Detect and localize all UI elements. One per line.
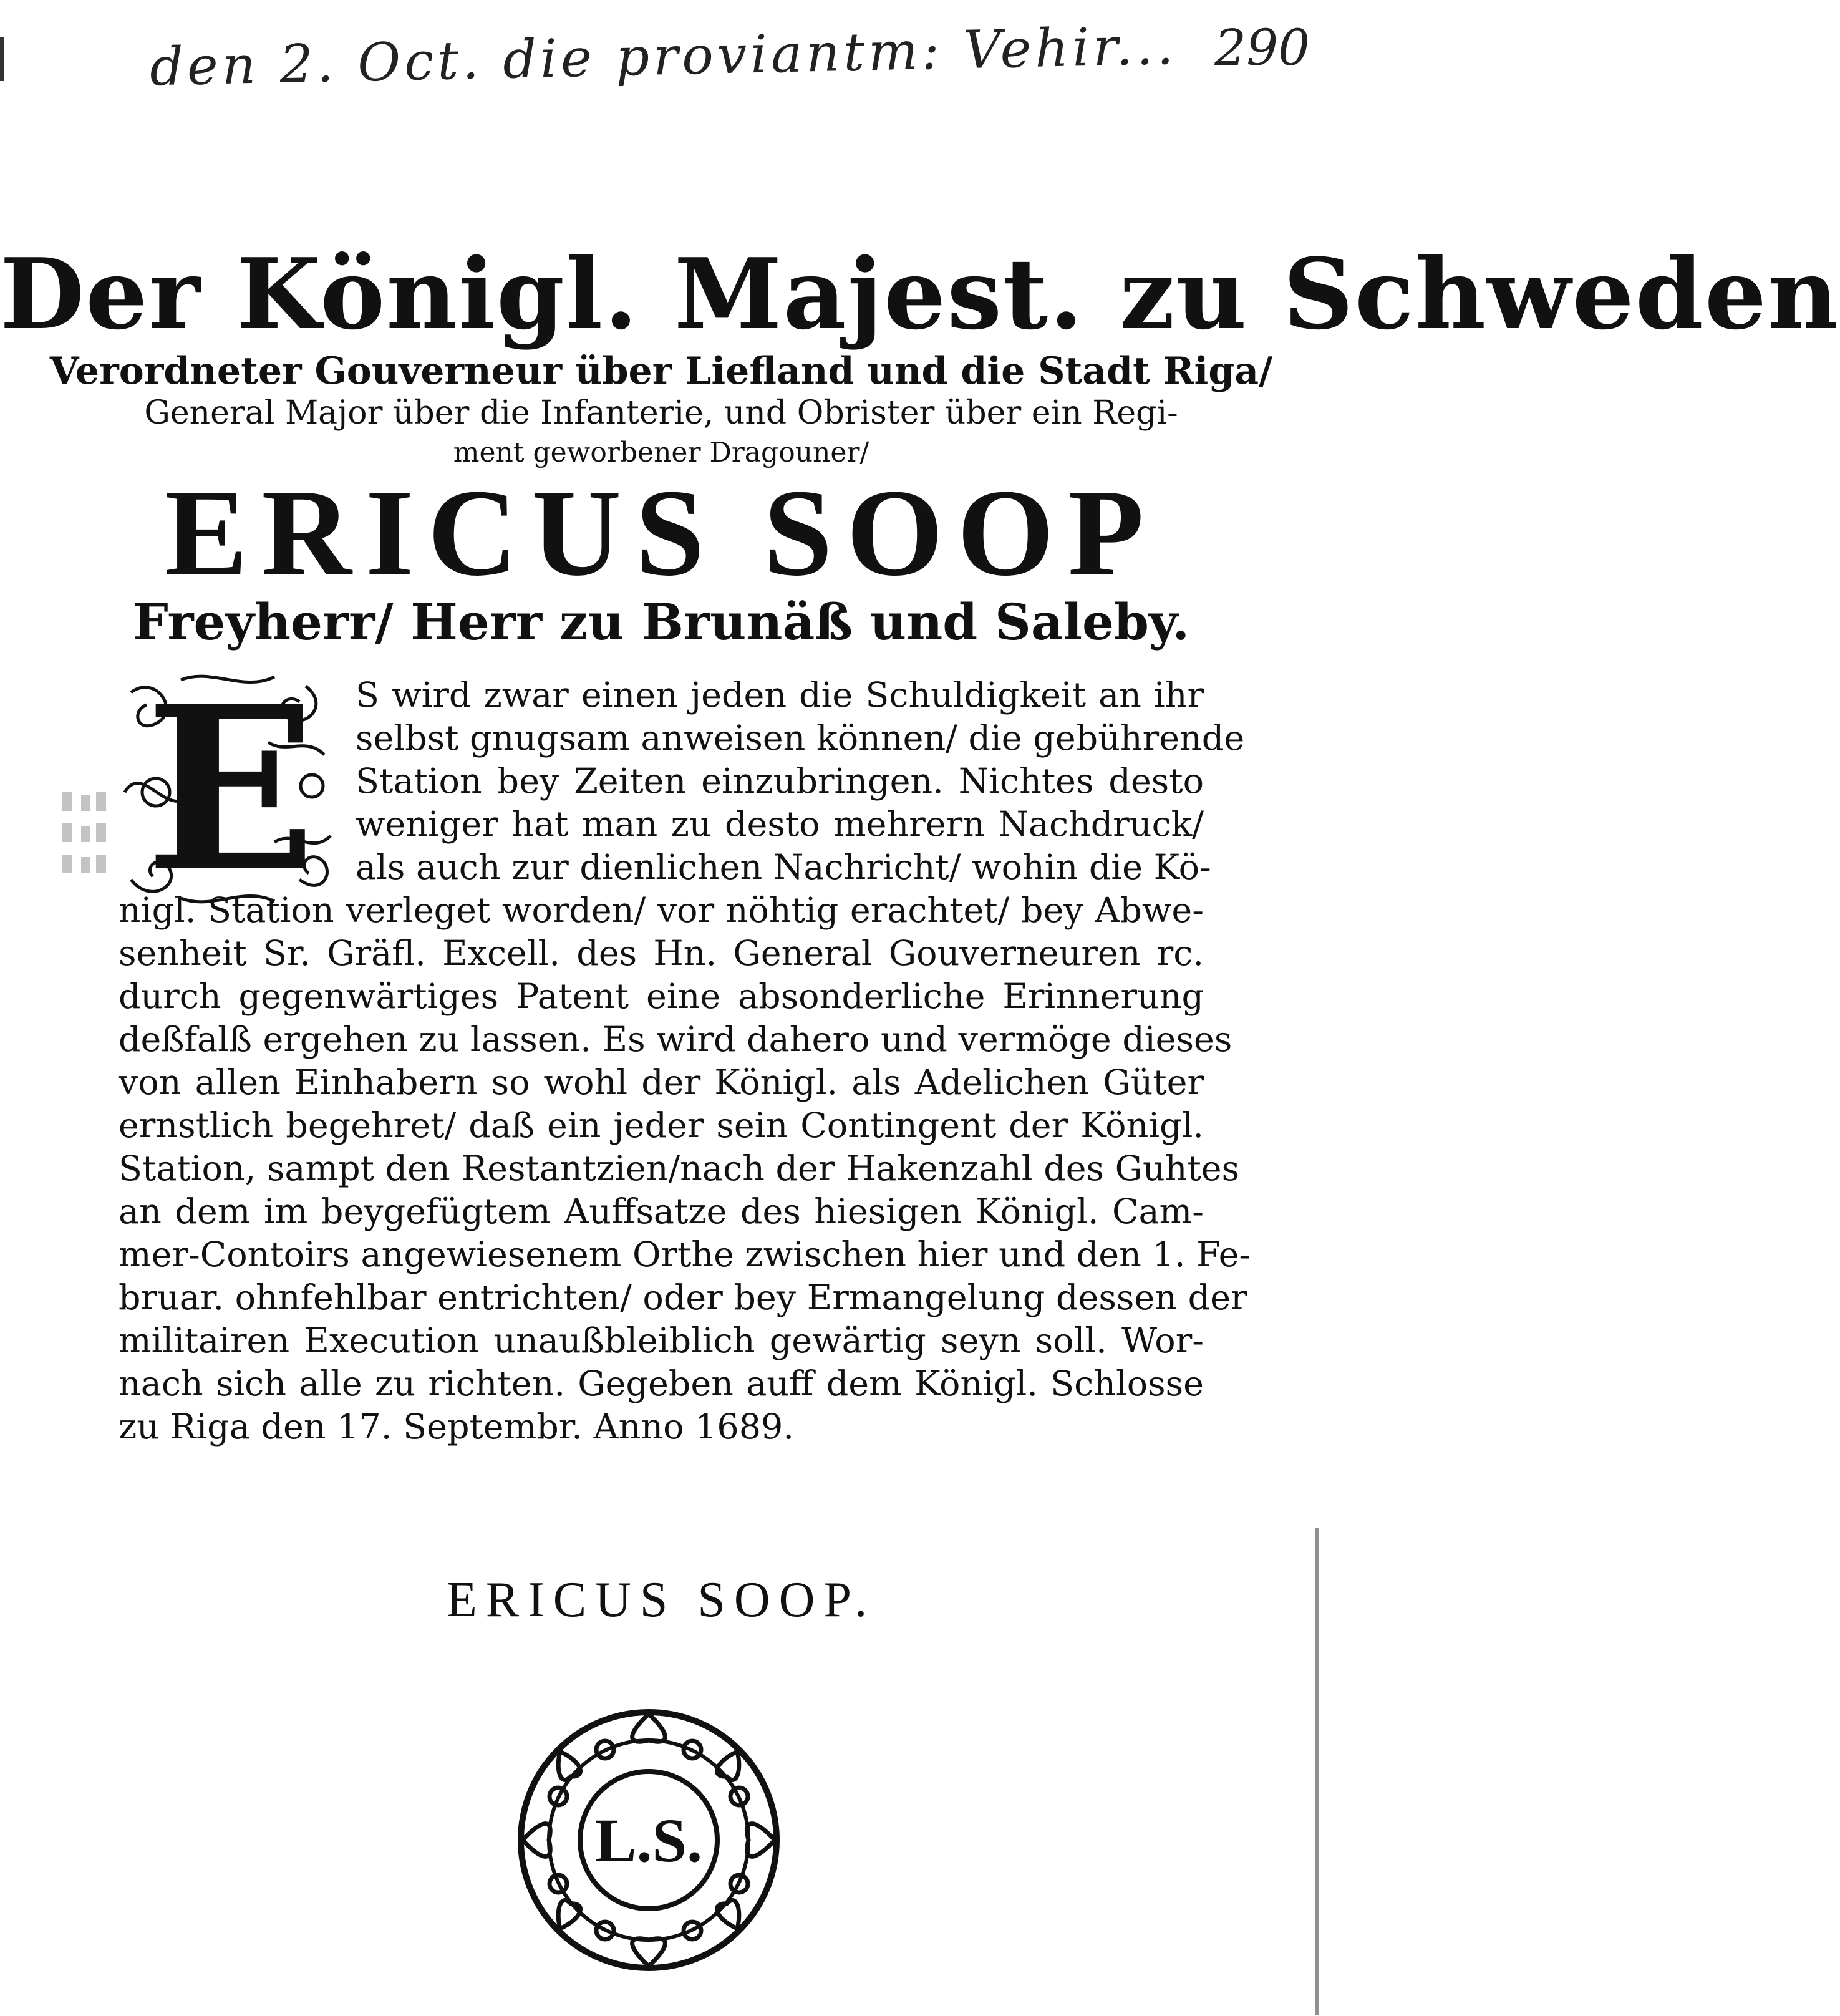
library-stamp-icon <box>56 786 112 898</box>
heading-line-3: General Major über die Infanterie, und Obrister über ein Regi- <box>144 394 1178 432</box>
body-line-16: militairen Execution unaußbleiblich gewärtig seyn soll. Wor- <box>119 1321 1204 1361</box>
body-line-10: von allen Einhabern so wohl der Königl. als Adelichen Güter <box>119 1062 1204 1103</box>
body-line-7: senheit Sr. Gräfl. Excell. des Hn. General Gouverneuren rc. <box>119 933 1204 974</box>
body-line-17: nach sich alle zu richten. Gegeben auff dem Königl. Schlosse <box>119 1364 1204 1404</box>
body-line-14: mer-Contoirs angewiesenem Orthe zwischen hier und den 1. Fe- <box>119 1234 1251 1275</box>
body-line-6: nigl. Station verleget worden/ vor nöhtig erachtet/ bey Abwe- <box>119 890 1204 931</box>
heading-line-1: Der Königl. Majest. zu Schweden <box>0 237 1840 351</box>
issuer-name: ERICUS SOOP <box>164 464 1158 602</box>
body-line-12: Station, sampt den Restantzien/nach der Hakenzahl des Guhtes <box>119 1148 1240 1189</box>
initial-letter: E <box>145 657 317 921</box>
body-line-15: bruar. ohnfehlbar entrichten/ oder bey Ermangelung dessen der <box>119 1277 1247 1318</box>
body-line-18: zu Riga den 17. Septembr. Anno 1689. <box>119 1407 795 1447</box>
page-number: 290 <box>1214 19 1310 77</box>
body-line-11: ernstlich begehret/ daß ein jeder sein Contingent der Königl. <box>119 1105 1204 1146</box>
body-line-2: selbst gnugsam anweisen können/ die gebührende <box>356 718 1245 758</box>
heading-line-4: ment geworbener Dragouner/ <box>453 437 869 468</box>
body-line-9: deßfalß ergehen zu lassen. Es wird dahero und vermöge dieses <box>119 1019 1232 1060</box>
signature: ERICUS SOOP. <box>446 1573 876 1627</box>
body-line-4: weniger hat man zu desto mehrern Nachdruck/ <box>356 804 1204 845</box>
proclamation-body <box>119 674 1251 1448</box>
body-line-1: S wird zwar einen jeden die Schuldigkeit an ihr <box>356 675 1204 715</box>
seal-icon <box>511 1703 786 1977</box>
body-line-3: Station bey Zeiten einzubringen. Nichtes desto <box>356 761 1204 802</box>
body-line-5: als auch zur dienlichen Nachricht/ wohin die Kö- <box>356 847 1211 888</box>
page-edge <box>1315 1528 1319 2015</box>
binding-mark <box>0 37 15 81</box>
body-line-13: an dem im beygefügtem Auffsatze des hiesigen Königl. Cam- <box>119 1191 1204 1232</box>
body-line-8: durch gegenwärtiges Patent eine absonderliche Erinnerung <box>119 976 1204 1017</box>
heading-line-2: Verordneter Gouverneur über Liefland und die Stadt Riga/ <box>49 349 1273 393</box>
issuer-title: Freyherr/ Herr zu Brunäß und Saleby. <box>132 593 1190 651</box>
seal-label: L.S. <box>594 1806 703 1875</box>
handwritten-annotation: den 2. Oct. die proviantm: Vehir... <box>149 14 1178 98</box>
